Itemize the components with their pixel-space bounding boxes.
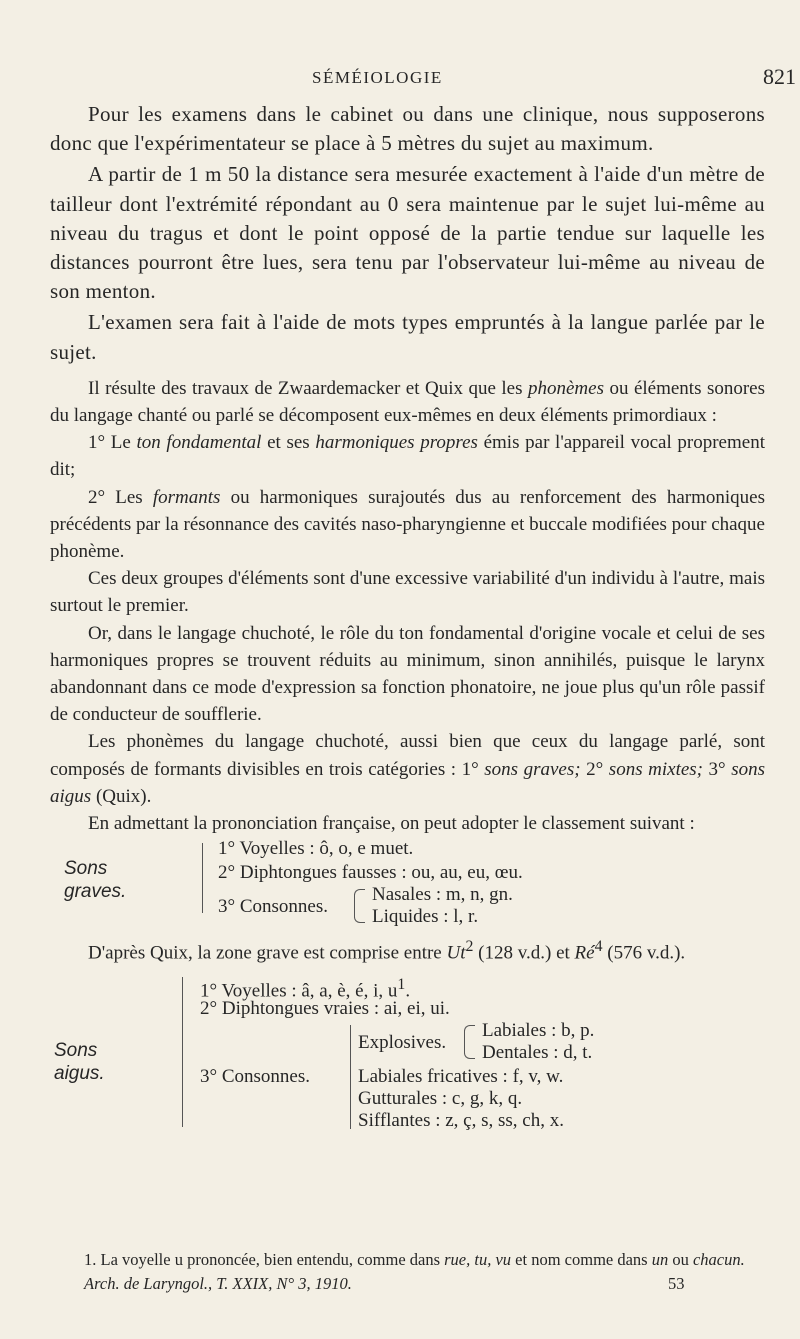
paragraph: 1° Le ton fondamental et ses harmoniques propres émis par l'appareil vocal proprement dit;	[50, 432, 765, 481]
paragraph: Ces deux groupes d'éléments sont d'une excessive variabilité d'un individu à l'autre, mais surtout le premier.	[50, 568, 765, 617]
page-header	[0, 64, 800, 96]
footnotes	[50, 1248, 765, 1296]
label-sons-aigus: Sons aigus.	[54, 1039, 105, 1084]
classification-graves	[50, 837, 765, 933]
brace	[202, 843, 203, 913]
graves-row-diphtongues: 2° Diphtongues fausses : ou, au, eu, œu.	[218, 862, 523, 884]
brace	[464, 1025, 475, 1059]
aigus-row-explosives: Explosives.	[358, 1031, 447, 1053]
paragraph: Or, dans le langage chuchoté, le rôle du ton fondamental d'origine vocale et celui de ses harmoniques propres se trouvent réduits au minimum, sinon annihilés, puisque le larynx abandonnant dans ce mode d'expression sa fonction phonatoire, ne joue plus qu'un rôle passif de conducteur de soufflerie.	[50, 622, 765, 726]
aigus-row-voyelles: 1° Voyelles : â, a, è, é, i, $u^1$.	[200, 975, 411, 1002]
brace	[182, 977, 183, 1127]
running-head: SÉMÉIOLOGIE	[312, 68, 443, 87]
aigus-row-dentales: Dentales : d, t.	[482, 1041, 593, 1063]
aigus-row-sifflantes: Sifflantes : z, ç, s, ss, ch, x.	[358, 1109, 564, 1131]
page-number: 821	[763, 64, 796, 89]
paragraph: Il résulte des travaux de Zwaardemacker et Quix que les phonèmes ou éléments sonores du langage chanté ou parlé se décomposent eux-mêmes en deux éléments primordiaux :	[50, 377, 766, 427]
graves-row-voyelles: 1° Voyelles : ô, o, e muet.	[218, 838, 414, 860]
paragraph: L'examen sera fait à l'aide de mots types empruntés à la langue parlée par le sujet.	[50, 310, 765, 364]
paragraph: Les phonèmes du langage chuchoté, aussi bien que ceux du langage parlé, sont composés de formants divisibles en trois catégories : 1° sons graves; 2° sons mixtes; 3° sons aigus (Quix).	[50, 731, 765, 807]
brace	[354, 889, 365, 923]
signature-number: 53	[668, 1274, 685, 1293]
paragraph: D'après Quix, la zone grave est comprise entre Ut$^2$ (128 v.d.) et $Ré^4$ (576 v.d.).	[88, 938, 686, 964]
aigus-row-fricatives: Labiales fricatives : f, v, w.	[358, 1065, 564, 1087]
paragraph: En admettant la prononciation française, on peut adopter le classement suivant :	[88, 813, 695, 835]
aigus-row-consonnes: 3° Consonnes.	[200, 1065, 310, 1087]
paragraph: Pour les examens dans le cabinet ou dans une clinique, nous supposerons donc que l'expérimentateur se place à 5 mètres du sujet au maximum.	[50, 102, 765, 156]
aigus-row-labiales: Labiales : b, p.	[482, 1019, 595, 1041]
graves-row-consonnes: 3° Consonnes.	[218, 896, 328, 918]
footnote: 1. La voyelle u prononcée, bien entendu, comme dans rue, tu, vu et nom comme dans un ou chacun.	[84, 1250, 745, 1269]
label-sons-graves: Sons graves.	[64, 858, 127, 903]
graves-row-nasales: Nasales : m, n, gn.	[372, 884, 513, 906]
aigus-row-gutturales: Gutturales : c, g, k, q.	[358, 1087, 523, 1109]
paragraph: A partir de 1 m 50 la distance sera mesurée exactement à l'aide d'un mètre de tailleur dont l'extrémité répondant au 0 sera maintenue par le sujet lui-même au niveau du tragus et dont le point opposé de la partie tendue sur laquelle les distances pourront être lues, sera tenu par l'observateur lui-même au niveau de son menton.	[50, 162, 765, 304]
body-text	[50, 100, 765, 1133]
brace	[350, 1025, 351, 1129]
paragraph: 2° Les formants ou harmoniques surajoutés dus au renforcement des harmoniques précédents par la résonnance des cavités naso-pharyngienne et buccale modifiées pour chaque phonème.	[50, 486, 765, 563]
journal-reference: Arch. de Laryngol., T. XXIX, N° 3, 1910.	[84, 1274, 352, 1293]
graves-row-liquides: Liquides : l, r.	[372, 906, 479, 928]
aigus-row-diphtongues: 2° Diphtongues vraies : ai, ei, ui.	[200, 997, 450, 1019]
classification-aigus	[50, 973, 765, 1133]
signature-line	[50, 1272, 765, 1296]
